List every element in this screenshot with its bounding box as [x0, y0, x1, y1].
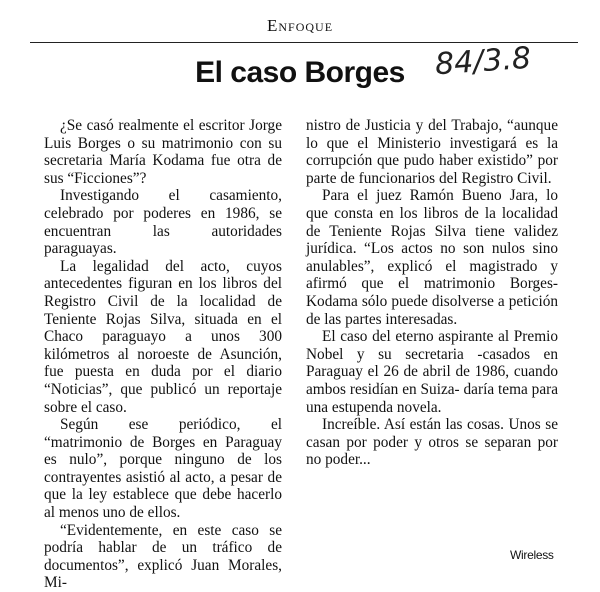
headline: El caso Borges [195, 56, 405, 89]
paragraph: “Evidentemente, en este caso se podría hablar de un tráfico de documentos”, explicó Juan Morales, Mi- [44, 521, 282, 592]
paragraph: El caso del eterno aspirante al Premio Nobel y su secretaria -casados en Paraguay el 26 de abril de 1986, cuando ambos residían en Suiza- daría tema para una estupenda novela. [306, 328, 558, 416]
agency-credit: Wireless [510, 548, 554, 562]
paragraph-continuation: nistro de Justicia y del Trabajo, “aunque lo que el Ministerio investigará es la corrupción que pudo haber existido” por parte de funcionarios del Registro Civil. [306, 117, 558, 187]
paragraph: Increíble. Así están las cosas. Unos se casan por poder y otros se separan por no poder... [306, 416, 558, 469]
paragraph: Investigando el casamiento, celebrado por poderes en 1986, se encuentran las autoridades paraguayas. [44, 187, 282, 258]
article-column-right [306, 117, 558, 469]
section-label: Enfoque [266, 16, 334, 35]
paragraph: La legalidad del acto, cuyos antecedentes figuran en los libros del Registro Civil de la localidad de Teniente Rojas Silva, situada en el Chaco paraguayo a unos 300 kilómetros al noroeste de Asunción, fue puesta en duda por el diario “Noticias”, que publicó un reportaje sobre el caso. [44, 257, 282, 416]
handwritten-annotation: 84/3.8 [433, 40, 533, 83]
paragraph: ¿Se casó realmente el escritor Jorge Luis Borges o su matrimonio con su secretaria María Kodama fue otra de sus “Ficciones”? [44, 117, 282, 187]
paragraph: Para el juez Ramón Bueno Jara, lo que consta en los libros de la localidad de Teniente Rojas Silva tiene validez jurídica. “Los actos no son nulos sino anulables”, explicó el magistrado y afirmó que el matrimonio Borges-Kodama sólo puede disolverse a petición de las partes interesadas. [306, 187, 558, 328]
paragraph: Según ese periódico, el “matrimonio de Borges en Paraguay es nulo”, porque ninguno de los contrayentes asistió al acto, a pesar de que la ley establece que debe hacerlo al menos uno de ellos. [44, 416, 282, 522]
article-column-left [44, 117, 282, 592]
